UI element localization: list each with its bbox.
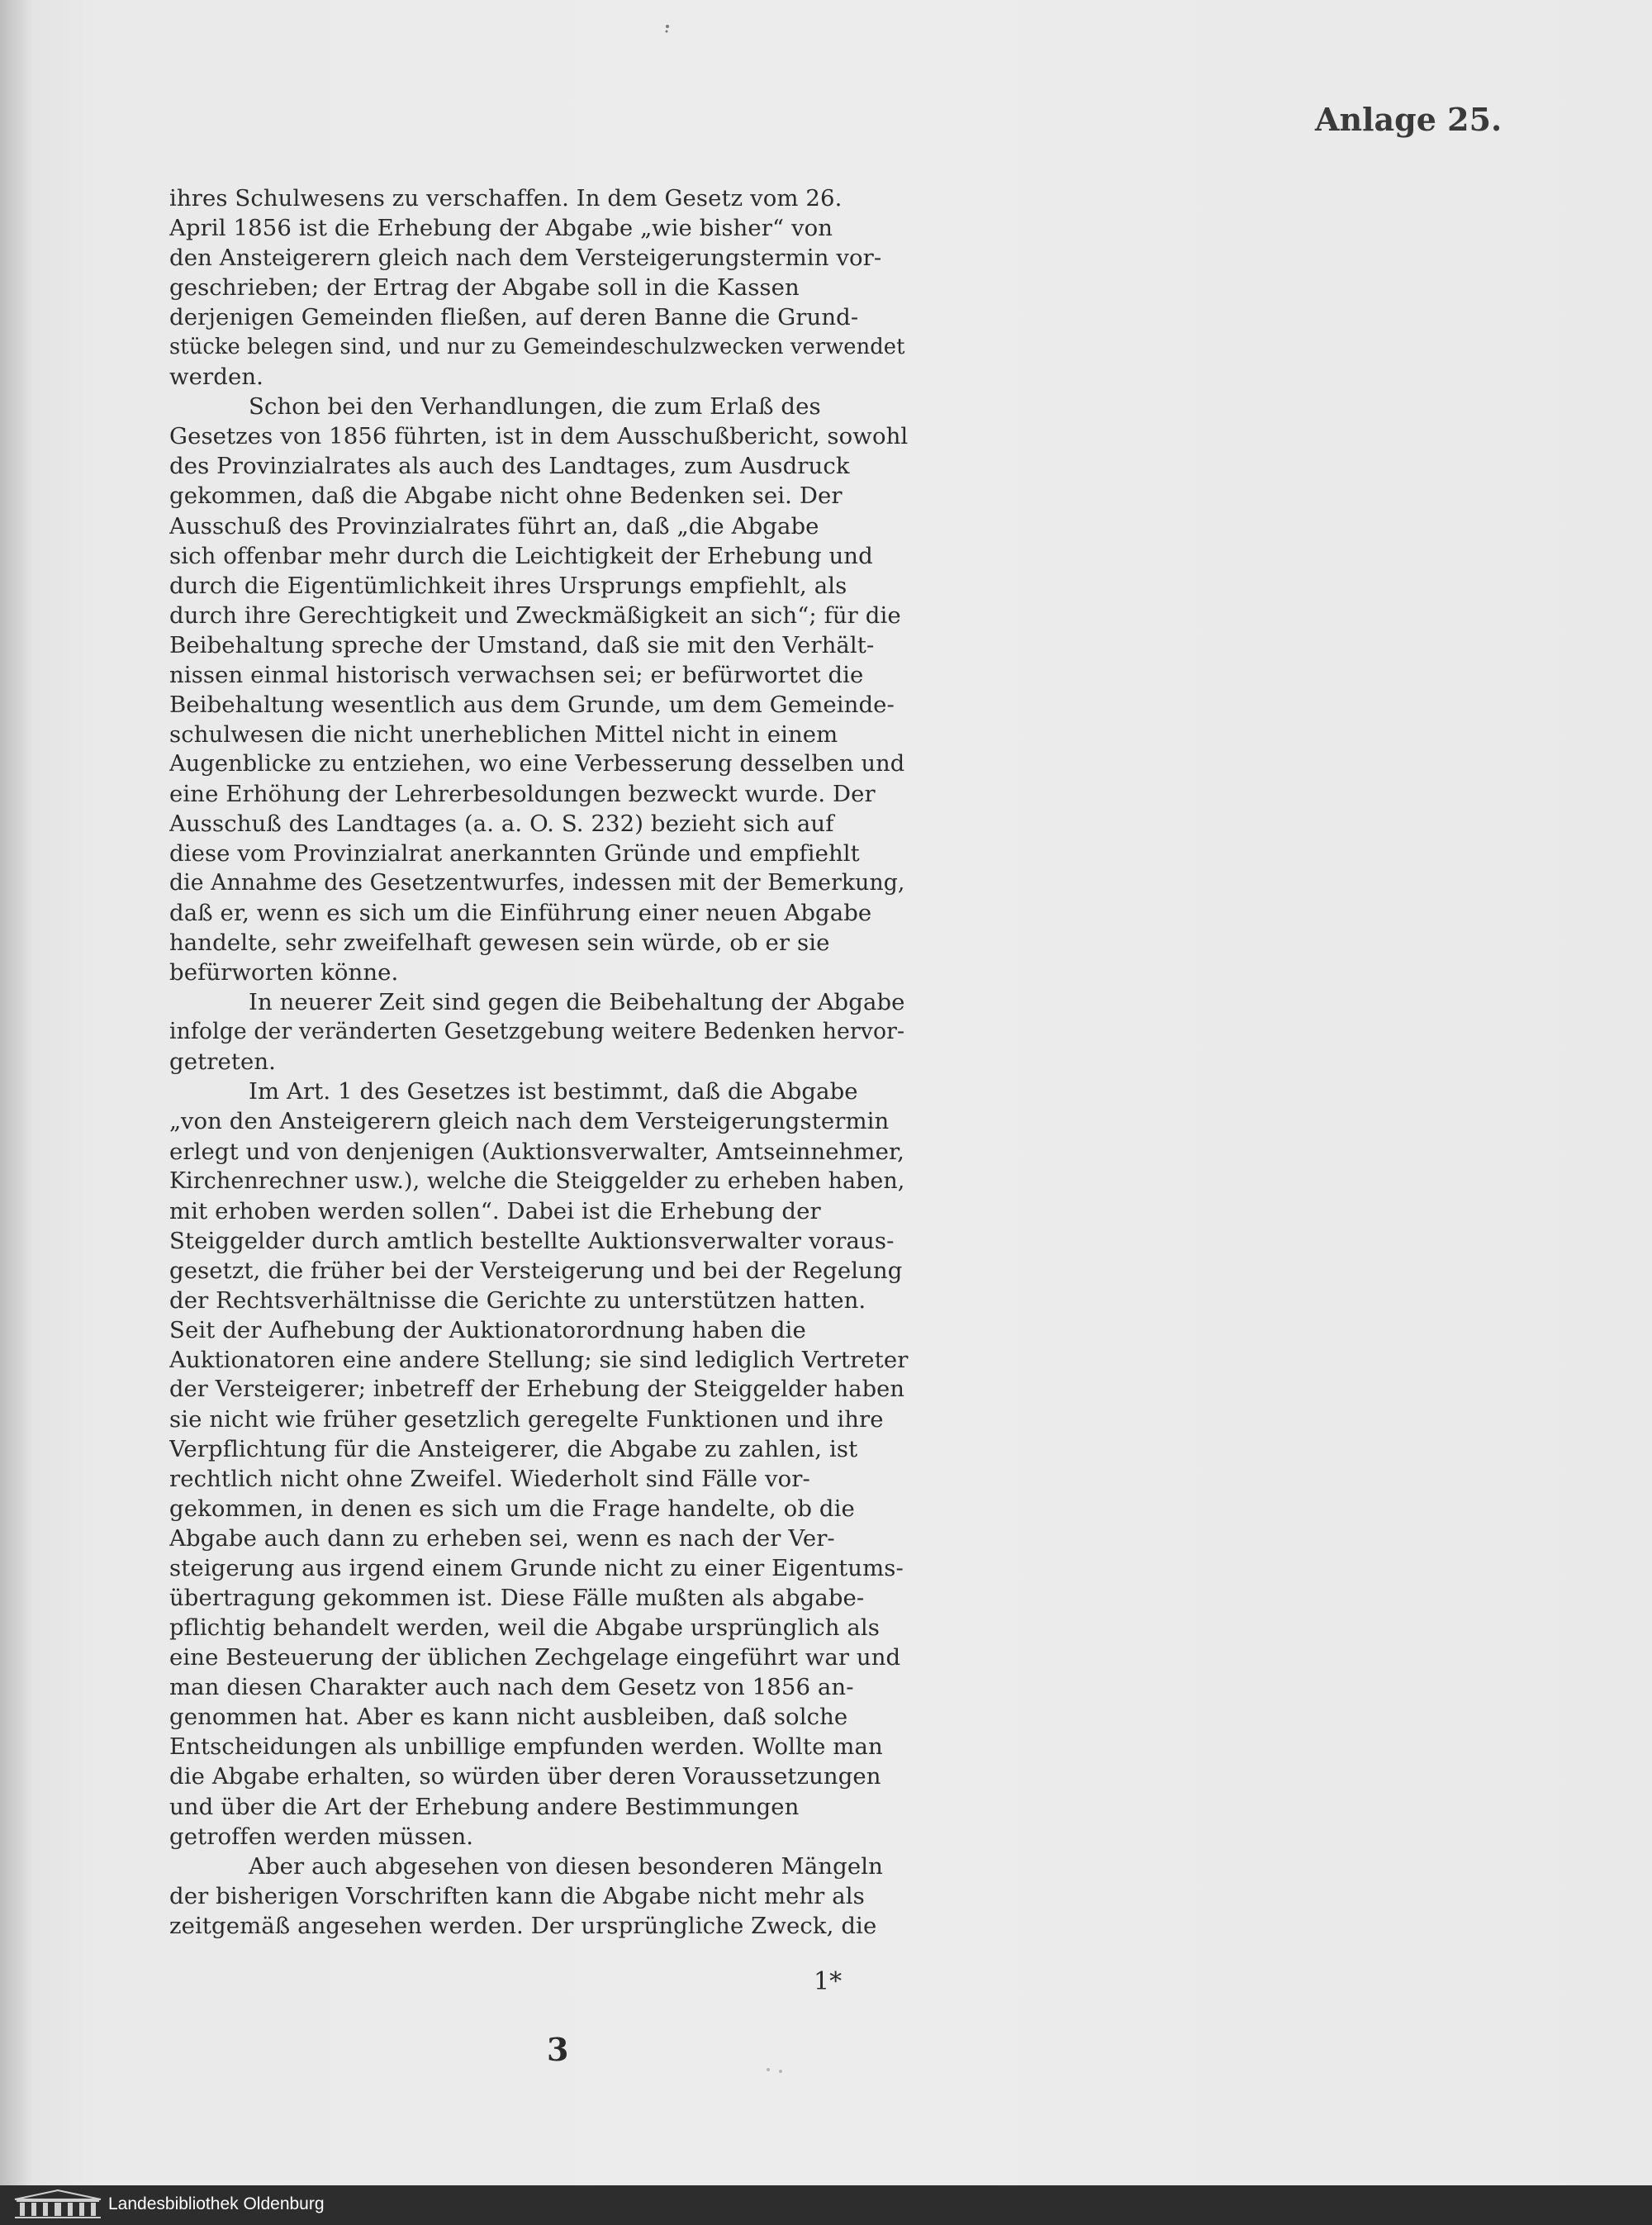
text-line: Kirchenrechner usw.), welche die Steiggelder zu erheben haben,	[169, 1167, 905, 1194]
text-line: der Rechtsverhältnisse die Gerichte zu unterstützen hatten.	[169, 1286, 866, 1314]
text-line: geschrieben; der Ertrag der Abgabe soll in die Kassen	[169, 274, 800, 302]
text-line: „von den Ansteigerern gleich nach dem Versteigerungstermin	[169, 1108, 890, 1135]
text-line: des Provinzialrates als auch des Landtages, zum Ausdruck	[169, 453, 850, 480]
text-line: die Annahme des Gesetzentwurfes, indessen mit der Bemerkung,	[169, 870, 905, 896]
text-line: zeitgemäß angesehen werden. Der ursprüngliche Zweck, die	[169, 1912, 877, 1939]
body-text	[169, 183, 909, 1941]
signature-mark: 3	[547, 2031, 569, 2068]
text-line: pflichtig behandelt werden, weil die Abgabe ursprünglich als	[169, 1614, 881, 1642]
page-header-anlage: Anlage 25.	[1315, 101, 1502, 138]
text-line: sich offenbar mehr durch die Leichtigkeit der Erhebung und	[169, 542, 873, 569]
text-line: werden.	[169, 364, 263, 391]
text-line: handelte, sehr zweifelhaft gewesen sein würde, ob er sie	[169, 929, 830, 957]
text-line: April 1856 ist die Erhebung der Abgabe „wie bisher“ von	[169, 215, 833, 242]
text-line: man diesen Charakter auch nach dem Gesetz von 1856 an-	[169, 1674, 854, 1701]
text-line: übertragung gekommen ist. Diese Fälle mußten als abgabe-	[169, 1585, 865, 1612]
text-line: Ausschuß des Landtages (a. a. O. S. 232) bezieht sich auf	[169, 810, 834, 837]
text-line: gekommen, in denen es sich um die Frage handelte, ob die	[169, 1495, 855, 1523]
text-line: schulwesen die nicht unerheblichen Mittel nicht in einem	[169, 720, 838, 748]
text-line: befürworten könne.	[169, 959, 399, 987]
text-line: derjenigen Gemeinden fließen, auf deren Banne die Grund-	[169, 304, 859, 331]
footer-library-label: Landesbibliothek Oldenburg	[108, 2194, 325, 2213]
text-line: erlegt und von denjenigen (Auktionsverwalter, Amtseinnehmer,	[169, 1138, 905, 1165]
text-line: steigerung aus irgend einem Grunde nicht zu einer Eigentums-	[169, 1555, 904, 1582]
text-line: daß er, wenn es sich um die Einführung einer neuen Abgabe	[169, 900, 872, 927]
library-building-icon	[12, 2188, 104, 2221]
text-line: getreten.	[169, 1048, 277, 1076]
text-line: Augenblicke zu entziehen, wo eine Verbesserung desselben und	[169, 750, 905, 777]
text-line: nissen einmal historisch verwachsen sei; er befürwortet die	[169, 661, 864, 688]
text-line: diese vom Provinzialrat anerkannten Gründe und empfiehlt	[169, 840, 860, 868]
text-line: genommen hat. Aber es kann nicht ausbleiben, daß solche	[169, 1704, 848, 1731]
text-line: durch die Eigentümlichkeit ihres Ursprungs empfiehlt, als	[169, 572, 847, 599]
text-line: der Versteigerer; inbetreff der Erhebung der Steiggelder haben	[169, 1376, 905, 1402]
text-line: den Ansteigerern gleich nach dem Versteigerungstermin vor-	[169, 245, 882, 272]
text-line: gesetzt, die früher bei der Versteigerung und bei der Regelung	[169, 1257, 903, 1284]
text-line: Aber auch abgesehen von diesen besonderen Mängeln	[249, 1852, 883, 1880]
text-line: Ausschuß des Provinzialrates führt an, daß „die Abgabe	[169, 512, 819, 540]
text-line: Entscheidungen als unbillige empfunden werden. Wollte man	[169, 1733, 883, 1761]
text-line: Abgabe auch dann zu erheben sei, wenn es nach der Ver-	[169, 1525, 835, 1552]
text-line: Seit der Aufhebung der Auktionatorordnung haben die	[169, 1316, 806, 1343]
text-line: stücke belegen sind, und nur zu Gemeindeschulzwecken verwendet	[169, 335, 905, 360]
text-line: rechtlich nicht ohne Zweifel. Wiederholt sind Fälle vor-	[169, 1466, 810, 1493]
text-line: In neuerer Zeit sind gegen die Beibehaltung der Abgabe	[249, 989, 905, 1016]
text-line: Gesetzes von 1856 führten, ist in dem Ausschußbericht, sowohl	[169, 423, 909, 450]
text-line: Beibehaltung spreche der Umstand, daß sie mit den Verhält-	[169, 631, 875, 658]
text-line: Beibehaltung wesentlich aus dem Grunde, um dem Gemeinde-	[169, 691, 895, 718]
text-line: der bisherigen Vorschriften kann die Abgabe nicht mehr als	[169, 1882, 865, 1909]
text-line: getroffen werden müssen.	[169, 1823, 474, 1850]
text-line: ihres Schulwesens zu verschaffen. In dem Gesetz vom 26.	[169, 185, 843, 212]
text-line: und über die Art der Erhebung andere Bestimmungen	[169, 1793, 800, 1820]
text-line: durch ihre Gerechtigkeit und Zweckmäßigkeit an sich“; für die	[169, 601, 901, 629]
text-line: Im Art. 1 des Gesetzes ist bestimmt, daß die Abgabe	[249, 1078, 858, 1105]
text-line: Verpflichtung für die Ansteigerer, die Abgabe zu zahlen, ist	[169, 1435, 858, 1462]
text-line: mit erhoben werden sollen“. Dabei ist die Erhebung der	[169, 1197, 821, 1224]
text-line: gekommen, daß die Abgabe nicht ohne Bedenken sei. Der	[169, 483, 843, 510]
text-line: sie nicht wie früher gesetzlich geregelte Funktionen und ihre	[169, 1405, 884, 1433]
text-line: eine Besteuerung der üblichen Zechgelage eingeführt war und	[169, 1644, 901, 1671]
text-line: Steiggelder durch amtlich bestellte Auktionsverwalter voraus-	[169, 1227, 895, 1254]
text-line: Auktionatoren eine andere Stellung; sie sind lediglich Vertreter	[169, 1346, 909, 1373]
text-line: Schon bei den Verhandlungen, die zum Erlaß des	[249, 393, 821, 421]
text-line: eine Erhöhung der Lehrerbesoldungen bezweckt wurde. Der	[169, 780, 876, 807]
text-line: infolge der veränderten Gesetzgebung weitere Bedenken hervor-	[169, 1019, 905, 1045]
text-line: die Abgabe erhalten, so würden über deren Voraussetzungen	[169, 1763, 881, 1790]
footnote-marker: 1*	[814, 1967, 843, 1996]
